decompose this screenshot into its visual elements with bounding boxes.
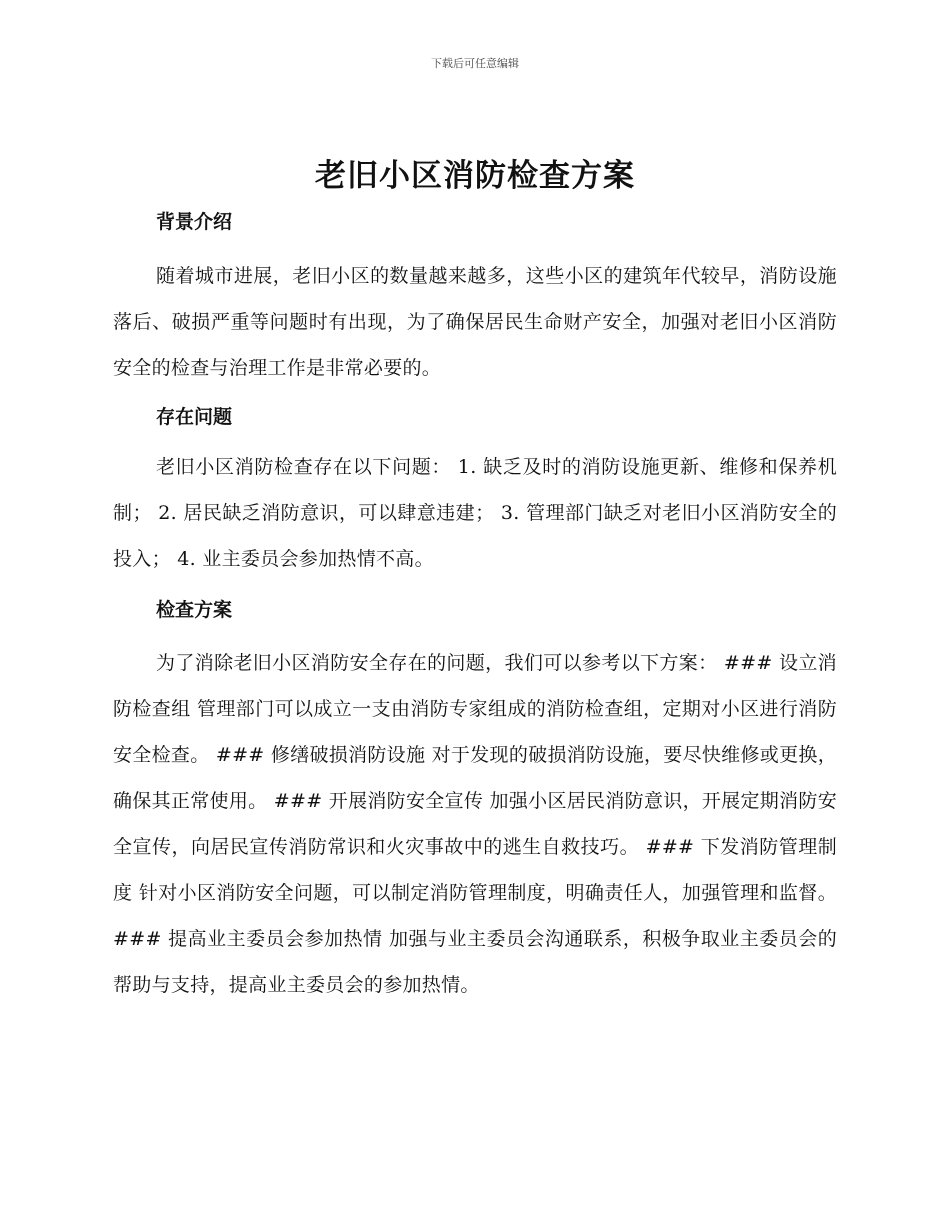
section-body-background: 随着城市进展，老旧小区的数量越来越多，这些小区的建筑年代较早，消防设施落后、破损严重等问题时有出现，为了确保居民生命财产安全，加强对老旧小区消防安全的检查与治理工作是非常必要的。	[113, 265, 837, 379]
section-body-inspection-plan: 为了消除老旧小区消防安全存在的问题，我们可以参考以下方案： ### 设立消防检查组 管理部门可以成立一支由消防专家组成的消防检查组，定期对小区进行消防安全检查。 ### 修缮破损消防设施 对于发现的破损消防设施，要尽快维修或更换，确保其正常使用。 ### 开展消防安全宣传 加强小区居民消防意识，开展定期消防安全宣传，向居民宣传消防常识和火灾事故中的逃生自救技巧。 ### 下发消防管理制度 针对小区消防安全问题，可以制定消防管理制度，明确责任人，加强管理和监督。 ### 提高业主委员会参加热情 加强与业主委员会沟通联系，积极争取业主委员会的帮助与支持，提高业主委员会的参加热情。	[113, 652, 837, 996]
section-body-problems: 老旧小区消防检查存在以下问题： 1. 缺乏及时的消防设施更新、维修和保养机制； 2. 居民缺乏消防意识，可以肆意违建； 3. 管理部门缺乏对老旧小区消防安全的投入； 4. 业主委员会参加热情不高。	[113, 456, 837, 570]
page-header-note: 下载后可任意编辑	[431, 57, 519, 70]
section-heading-inspection-plan: 检查方案	[156, 599, 233, 621]
section-heading-problems: 存在问题	[156, 406, 233, 428]
document-title: 老旧小区消防检查方案	[315, 158, 635, 194]
section-heading-background: 背景介绍	[156, 211, 233, 233]
